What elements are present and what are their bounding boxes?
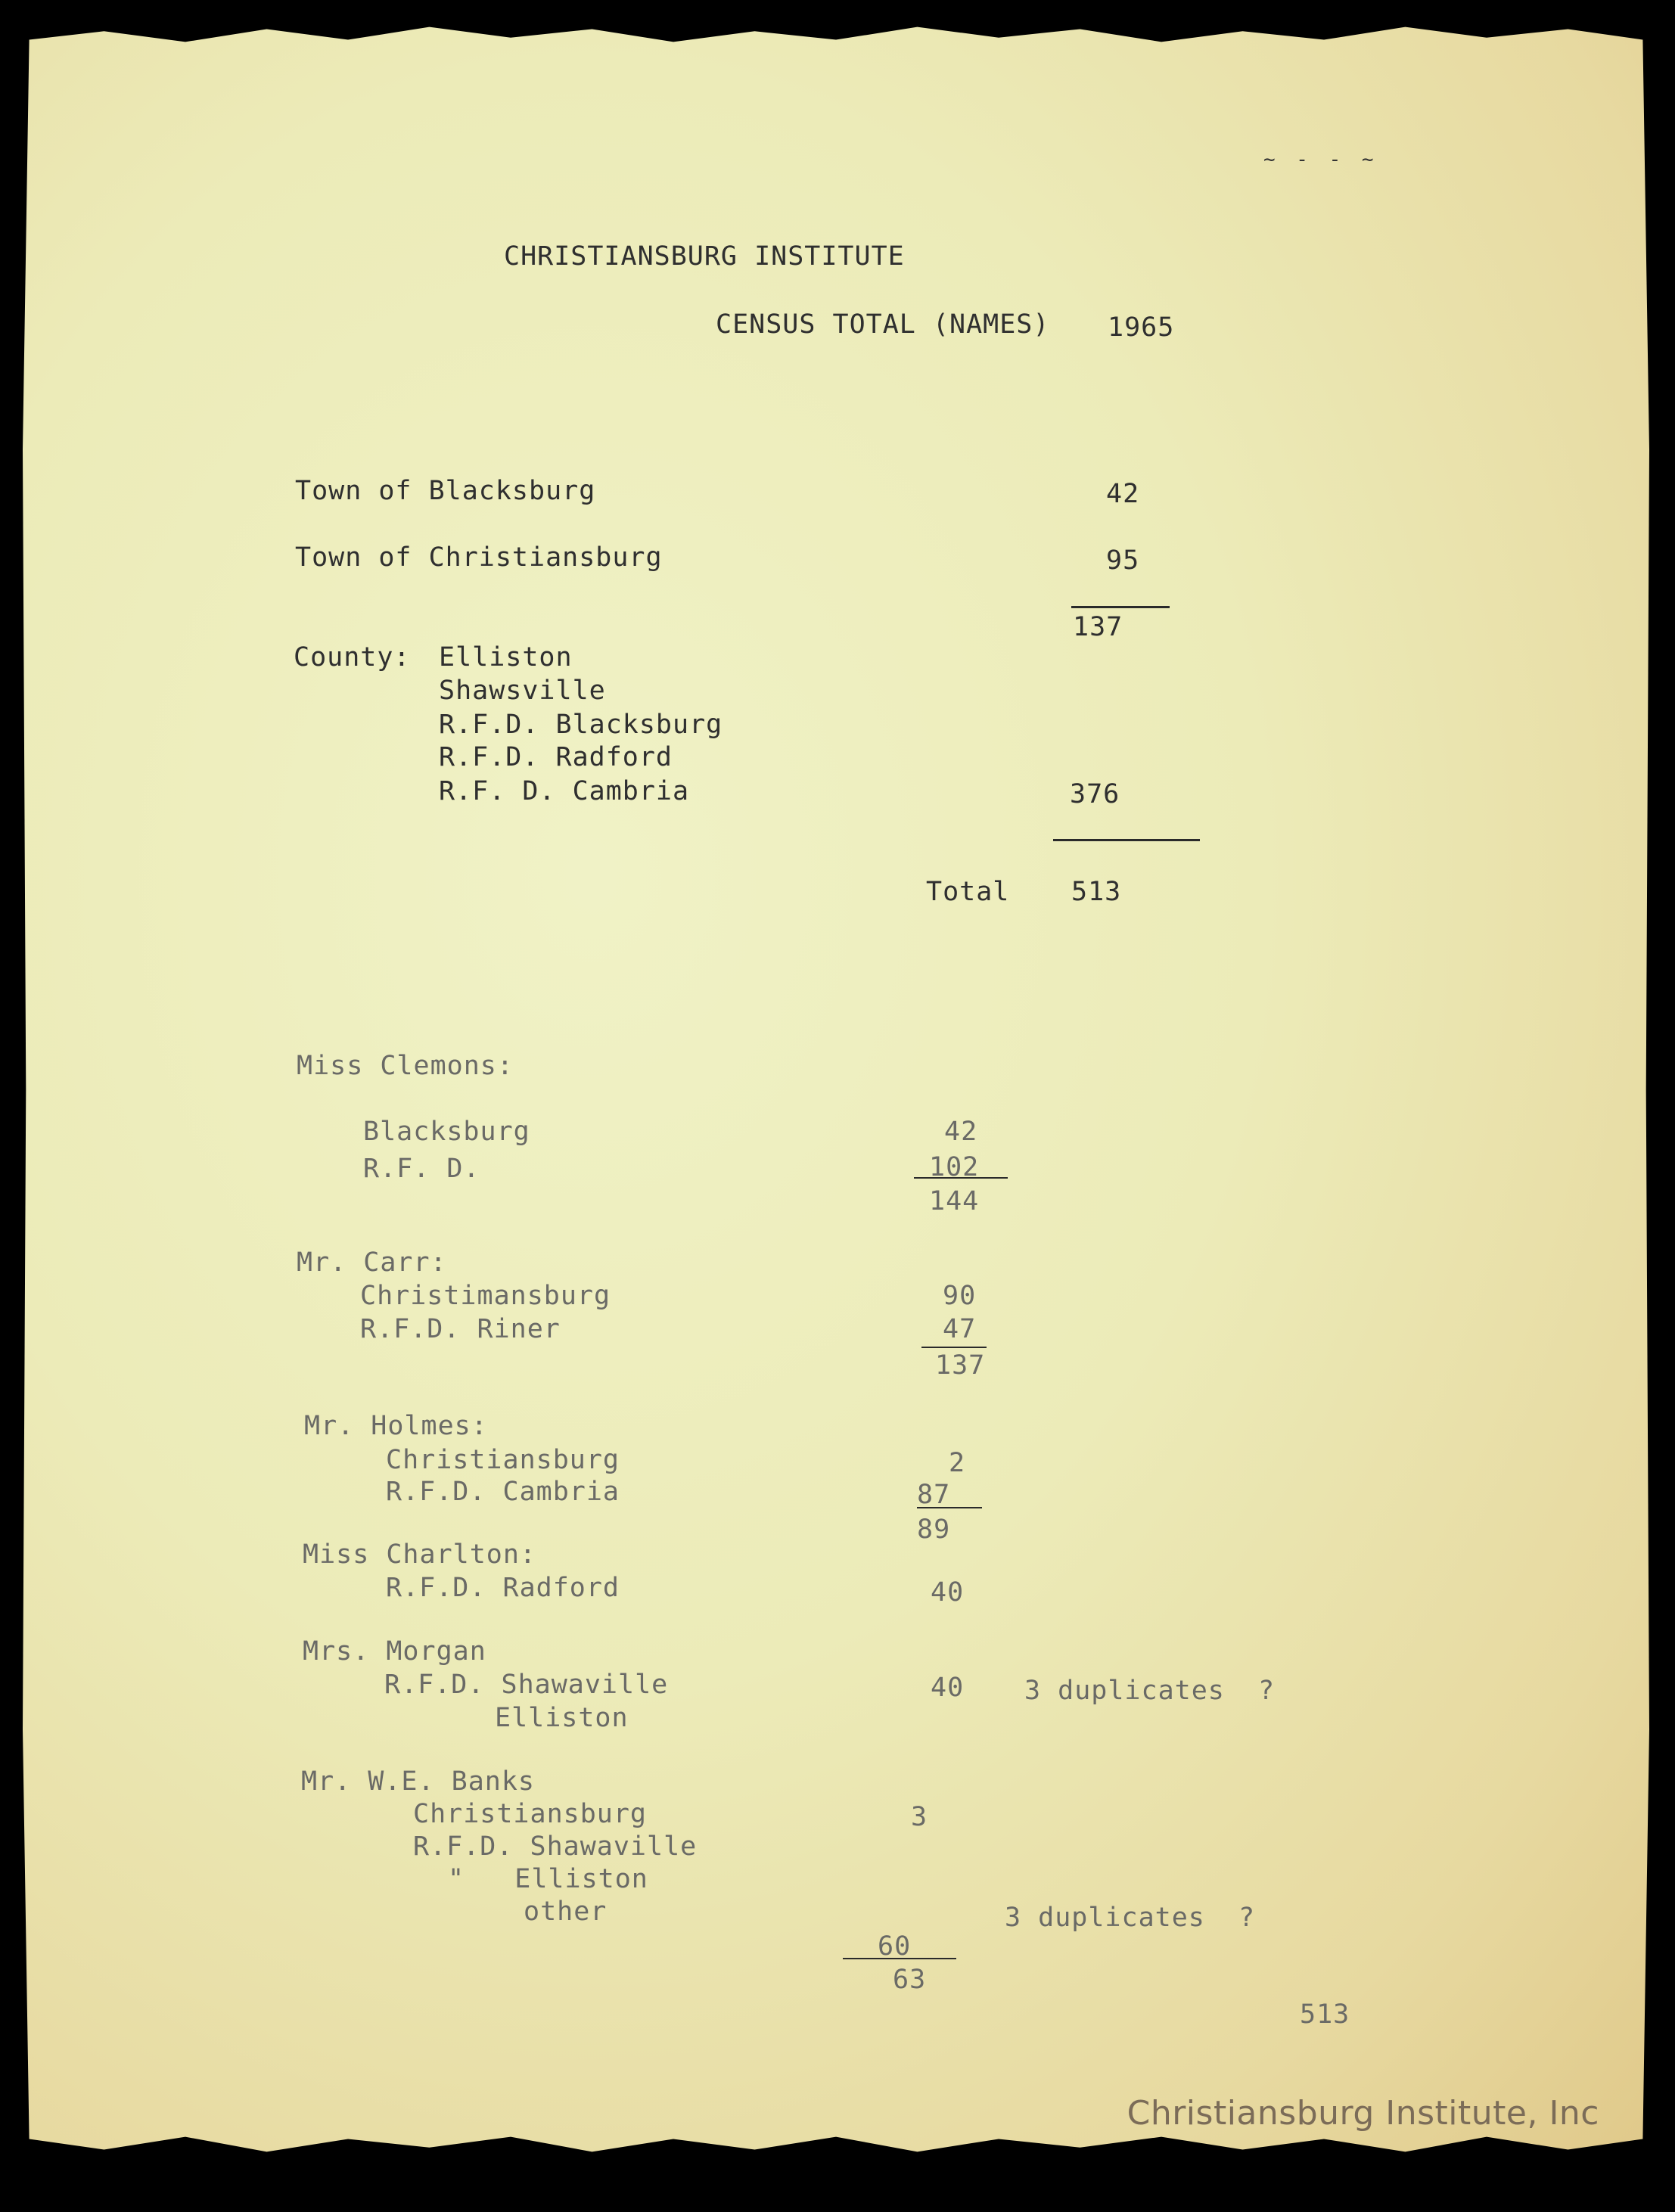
county-place: Shawsville bbox=[439, 676, 606, 706]
grand-total-label: Total bbox=[926, 877, 1010, 907]
duplicates-note: 3 duplicates ? bbox=[1024, 1676, 1276, 1706]
staff-total: 137 bbox=[935, 1350, 986, 1381]
staff-row-label: R.F.D. Shawaville bbox=[413, 1831, 698, 1862]
county-place: R.F.D. Radford bbox=[439, 742, 673, 772]
staff-row-label: Christiansburg bbox=[413, 1799, 648, 1829]
staff-row-value: 47 bbox=[943, 1314, 977, 1344]
staff-row-label: R.F.D. Riner bbox=[360, 1314, 561, 1344]
staff-row-label: R.F.D. Cambria bbox=[386, 1477, 620, 1507]
corner-marks: ~ - - ~ bbox=[1263, 148, 1378, 171]
staff-total: 89 bbox=[917, 1515, 951, 1545]
staff-row-value: 42 bbox=[944, 1117, 978, 1147]
grand-sum-rule bbox=[1053, 839, 1200, 841]
staff-row-label: " Elliston bbox=[448, 1864, 648, 1894]
staff-row-value: 40 bbox=[931, 1577, 965, 1608]
staff-row-label: Blacksburg bbox=[363, 1117, 530, 1147]
staff-name-charlton: Miss Charlton: bbox=[303, 1539, 537, 1570]
paper-sheet bbox=[23, 23, 1649, 2156]
town-christiansburg-value: 95 bbox=[1106, 545, 1140, 576]
staff-sum-rule bbox=[921, 1347, 987, 1348]
staff-name-carr: Mr. Carr: bbox=[297, 1247, 447, 1278]
duplicates-note: 3 duplicates ? bbox=[1005, 1903, 1256, 1933]
county-place: R.F.D. Blacksburg bbox=[439, 710, 723, 740]
institution-title: CHRISTIANSBURG INSTITUTE bbox=[504, 241, 905, 272]
town-blacksburg-value: 42 bbox=[1106, 479, 1140, 509]
county-label: County: bbox=[294, 642, 411, 673]
staff-row-label: Christiansburg bbox=[386, 1445, 620, 1475]
watermark-text: Christiansburg Institute, Inc bbox=[1127, 2094, 1599, 2133]
page-total: 513 bbox=[1300, 1999, 1350, 2030]
staff-row-value: 40 bbox=[931, 1673, 965, 1703]
staff-sum-rule bbox=[843, 1958, 956, 1959]
staff-row-label: Christimansburg bbox=[360, 1281, 611, 1311]
census-subtitle: CENSUS TOTAL (NAMES) bbox=[716, 309, 1050, 340]
staff-name-clemons: Miss Clemons: bbox=[297, 1051, 514, 1081]
county-place: R.F. D. Cambria bbox=[439, 776, 690, 806]
town-christiansburg-label: Town of Christiansburg bbox=[295, 542, 663, 573]
staff-sum-rule bbox=[917, 1507, 982, 1508]
staff-name-banks: Mr. W.E. Banks bbox=[301, 1766, 536, 1797]
county-value: 376 bbox=[1070, 779, 1120, 809]
staff-name-holmes: Mr. Holmes: bbox=[304, 1411, 488, 1441]
staff-row-value: 102 bbox=[929, 1152, 980, 1182]
staff-row-label: R.F.D. Shawaville bbox=[384, 1670, 669, 1700]
staff-row-label: R.F. D. bbox=[363, 1154, 480, 1184]
staff-row-label: Elliston bbox=[495, 1703, 629, 1733]
town-blacksburg-label: Town of Blacksburg bbox=[295, 476, 596, 506]
staff-row-label: R.F.D. Radford bbox=[386, 1573, 620, 1603]
county-place: Elliston bbox=[439, 642, 573, 673]
staff-row-value: 90 bbox=[943, 1281, 977, 1311]
staff-row-value: 2 bbox=[949, 1448, 966, 1478]
staff-subvalue: 60 bbox=[878, 1931, 912, 1962]
staff-total: 63 bbox=[893, 1965, 927, 1995]
staff-row-value: 3 bbox=[911, 1802, 928, 1832]
census-year: 1965 bbox=[1108, 312, 1175, 343]
towns-subtotal: 137 bbox=[1073, 612, 1123, 642]
staff-total: 144 bbox=[929, 1186, 980, 1216]
staff-name-morgan: Mrs. Morgan bbox=[303, 1636, 486, 1667]
staff-sum-rule bbox=[914, 1177, 1008, 1179]
grand-total-value: 513 bbox=[1071, 877, 1122, 907]
staff-row-value: 87 bbox=[917, 1480, 951, 1510]
towns-sum-rule bbox=[1071, 606, 1170, 608]
staff-row-label: other bbox=[524, 1897, 608, 1927]
